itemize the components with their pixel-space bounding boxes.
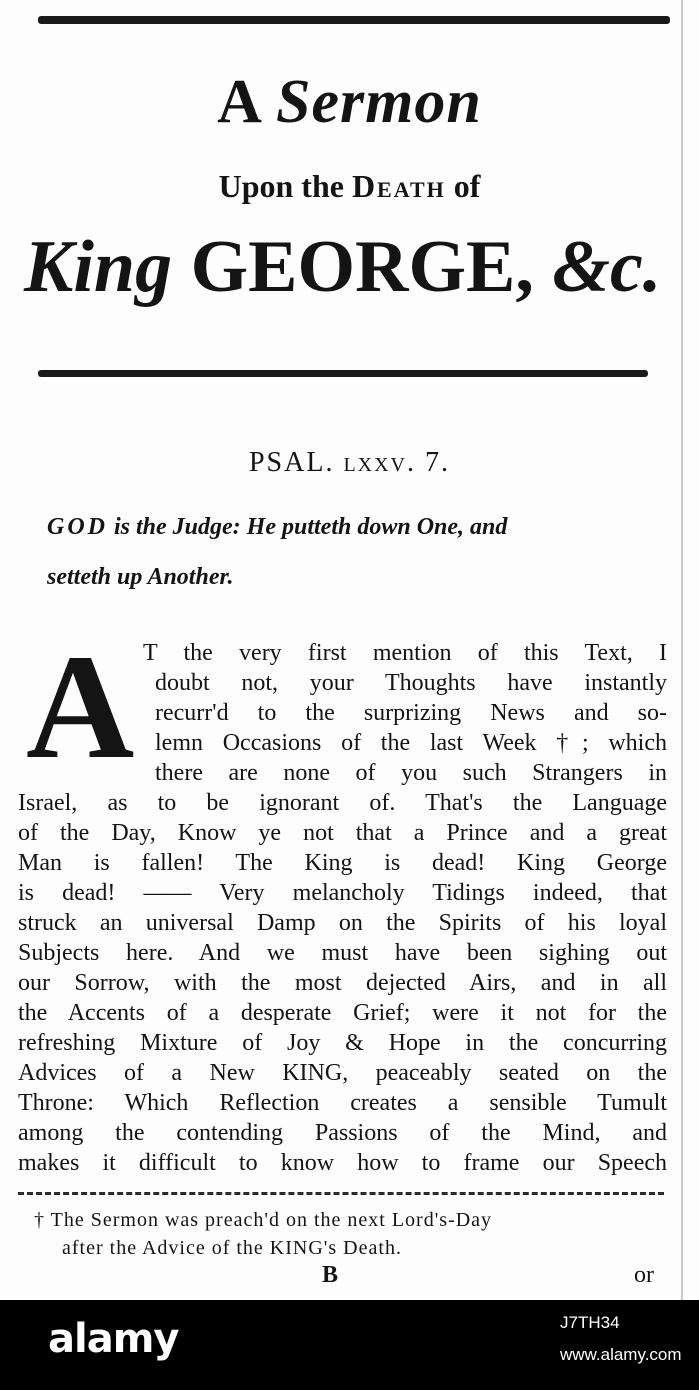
etc-word: &c. [552, 226, 662, 308]
body-line: of the Day, Know ye not that a Prince and a great [18, 820, 667, 846]
psalm-label: PSAL. [248, 447, 335, 478]
footnote-line-1: † The Sermon was preach'd on the next Lord's-Day [34, 1209, 493, 1231]
body-line: Advices of a New KING, peaceably seated on the [18, 1060, 667, 1086]
scripture-reference [0, 446, 699, 480]
body-line: doubt not, your Thoughts have instantly [155, 670, 667, 696]
footnote-rule [18, 1192, 664, 1195]
king-heading [24, 222, 684, 312]
middle-rule [38, 370, 648, 377]
verse-god: GOD [47, 514, 108, 540]
title-word: Sermon [276, 68, 482, 136]
title-article: A [217, 68, 260, 136]
body-line: T the very first mention of this Text, I [143, 640, 667, 666]
verse-rest: is the Judge: He putteth down One, and [114, 514, 508, 540]
verse-line-2: setteth up Another. [47, 564, 234, 590]
body-line: makes it difficult to know how to frame our Speech [18, 1150, 667, 1176]
body-line: Man is fallen! The King is dead! King George [18, 850, 667, 876]
body-line: Subjects here. And we must have been sighing out [18, 940, 667, 966]
scripture-verse [47, 502, 687, 602]
subtitle-upon: Upon the [218, 168, 344, 204]
body-line: among the contending Passions of the Mind, and [18, 1120, 667, 1146]
body-line: our Sorrow, with the most dejected Airs, and in all [18, 970, 667, 996]
body-line: is dead! —— Very melancholy Tidings indeed, that [18, 880, 667, 906]
subtitle [0, 166, 699, 206]
psalm-chapter-verse: lxxv. 7. [343, 447, 450, 478]
drop-cap: A [26, 624, 135, 790]
subtitle-of: of [453, 168, 481, 204]
top-rule [38, 16, 670, 24]
body-line: there are none of you such Strangers in [155, 760, 667, 786]
subtitle-death: Death [351, 168, 446, 204]
catchword: or [634, 1262, 654, 1288]
footnote-line-2: after the Advice of the KING's Death. [62, 1237, 402, 1259]
sermon-title [0, 66, 699, 138]
body-line: Throne: Which Reflection creates a sensible Tumult [18, 1090, 667, 1116]
body-line: recurr'd to the surprizing News and so- [155, 700, 667, 726]
verse-line-1 [47, 502, 687, 552]
site-url: www.alamy.com [560, 1345, 682, 1364]
body-line: Israel, as to be ignorant of. That's the Language [18, 790, 667, 816]
body-line: lemn Occasions of the last Week †; which [155, 730, 667, 756]
body-line: refreshing Mixture of Joy & Hope in the concurring [18, 1030, 667, 1056]
george-word: GEORGE, [190, 226, 534, 308]
king-word: King [24, 226, 173, 308]
alamy-logo: alamy [48, 1316, 179, 1362]
body-line: the Accents of a desperate Grief; were it not for the [18, 1000, 667, 1026]
signature-mark: B [322, 1262, 339, 1288]
image-id: J7TH34 [560, 1313, 620, 1332]
body-line: struck an universal Damp on the Spirits of his loyal [18, 910, 667, 936]
